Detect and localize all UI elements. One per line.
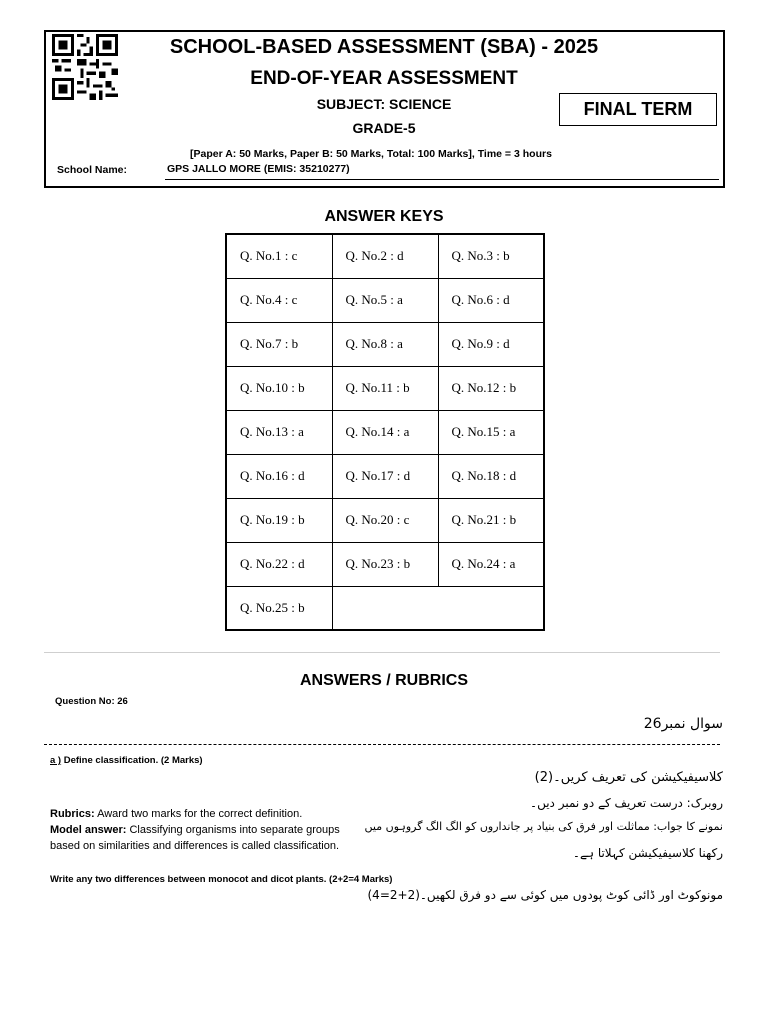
answer-key-cell: Q. No.14 : a bbox=[332, 410, 438, 454]
answer-key-row bbox=[226, 498, 544, 542]
part-a-text: Define classification. (2 Marks) bbox=[61, 755, 203, 766]
part-b-question: Write any two differences between monocot and dicot plants. (2+2=4 Marks) bbox=[50, 874, 393, 885]
marks-info: [Paper A: 50 Marks, Paper B: 50 Marks, Total: 100 Marks], Time = 3 hours bbox=[190, 148, 552, 160]
model-answer-line bbox=[50, 822, 370, 854]
answer-keys-title: ANSWER KEYS bbox=[324, 208, 444, 225]
answer-key-cell: Q. No.24 : a bbox=[438, 542, 544, 586]
grade-label: GRADE-5 bbox=[352, 120, 416, 136]
section-divider bbox=[44, 652, 720, 653]
final-term-badge: FINAL TERM bbox=[559, 93, 717, 126]
answer-key-row bbox=[226, 542, 544, 586]
assessment-subtitle: END-OF-YEAR ASSESSMENT bbox=[250, 68, 518, 89]
school-name-label: School Name: bbox=[57, 164, 128, 176]
question-number: Question No: 26 bbox=[55, 696, 128, 707]
urdu-part-a-question: کلاسیفیکیشن کی تعریف کریں۔(2) bbox=[534, 770, 723, 785]
answer-key-row bbox=[226, 586, 544, 630]
answer-key-cell: Q. No.3 : b bbox=[438, 234, 544, 278]
answer-key-row bbox=[226, 278, 544, 322]
school-name-value: GPS JALLO MORE (EMIS: 35210277) bbox=[167, 163, 350, 175]
part-a-label: a ) bbox=[50, 755, 62, 766]
urdu-model-answer-line-1: نمونے کا جواب: مماثلت اور فرق کی بنیاد پر جانداروں کو الگ الگ گروہوں میں bbox=[364, 820, 723, 833]
answer-key-row bbox=[226, 234, 544, 278]
answer-key-cell: Q. No.10 : b bbox=[226, 366, 332, 410]
answer-key-row bbox=[226, 366, 544, 410]
answer-key-empty-cell bbox=[332, 586, 544, 630]
answer-key-cell: Q. No.1 : c bbox=[226, 234, 332, 278]
model-answer-text: Classifying organisms into separate groups based on similarities and differences is called classification. bbox=[50, 824, 340, 852]
answer-key-row bbox=[226, 410, 544, 454]
answer-key-row bbox=[226, 322, 544, 366]
answer-key-cell: Q. No.12 : b bbox=[438, 366, 544, 410]
answer-key-cell: Q. No.9 : d bbox=[438, 322, 544, 366]
answer-key-cell: Q. No.8 : a bbox=[332, 322, 438, 366]
school-name-underline bbox=[165, 179, 719, 180]
rubric-block bbox=[50, 806, 370, 854]
answer-key-cell: Q. No.19 : b bbox=[226, 498, 332, 542]
urdu-model-answer-line-2: رکھنا کلاسیفیکیشن کہلاتا ہے۔ bbox=[572, 846, 723, 860]
answer-key-cell: Q. No.22 : d bbox=[226, 542, 332, 586]
answer-key-cell: Q. No.6 : d bbox=[438, 278, 544, 322]
rubrics-text: Award two marks for the correct definition. bbox=[94, 808, 303, 820]
answer-key-cell: Q. No.4 : c bbox=[226, 278, 332, 322]
answer-key-cell: Q. No.5 : a bbox=[332, 278, 438, 322]
answer-key-row bbox=[226, 454, 544, 498]
answer-key-cell: Q. No.18 : d bbox=[438, 454, 544, 498]
answer-keys-table bbox=[225, 233, 545, 631]
answers-rubrics-title: ANSWERS / RUBRICS bbox=[299, 672, 468, 689]
answer-key-cell: Q. No.17 : d bbox=[332, 454, 438, 498]
urdu-part-b-question: مونوکوٹ اور ڈائی کوٹ پودوں میں کوئی سے دو فرق لکھیں۔(2+2=4) bbox=[367, 888, 723, 902]
assessment-title: SCHOOL-BASED ASSESSMENT (SBA) - 2025 bbox=[169, 36, 599, 58]
answer-key-cell: Q. No.15 : a bbox=[438, 410, 544, 454]
answer-key-cell: Q. No.20 : c bbox=[332, 498, 438, 542]
answer-key-cell: Q. No.11 : b bbox=[332, 366, 438, 410]
answer-key-cell: Q. No.21 : b bbox=[438, 498, 544, 542]
part-a-question bbox=[50, 755, 203, 766]
urdu-question-number: سوال نمبر26 bbox=[643, 716, 723, 732]
answer-key-cell: Q. No.16 : d bbox=[226, 454, 332, 498]
subject-label: SUBJECT: SCIENCE bbox=[316, 96, 452, 112]
answer-key-cell: Q. No.13 : a bbox=[226, 410, 332, 454]
rubrics-line bbox=[50, 806, 370, 822]
answer-key-cell: Q. No.23 : b bbox=[332, 542, 438, 586]
answer-key-cell: Q. No.7 : b bbox=[226, 322, 332, 366]
answer-key-cell: Q. No.25 : b bbox=[226, 586, 332, 630]
dashed-separator bbox=[44, 744, 720, 745]
answer-key-cell: Q. No.2 : d bbox=[332, 234, 438, 278]
urdu-rubric: روبرک: درست تعریف کے دو نمبر دیں۔ bbox=[530, 796, 723, 810]
rubrics-label: Rubrics: bbox=[50, 808, 95, 820]
model-answer-label: Model answer: bbox=[50, 824, 127, 836]
